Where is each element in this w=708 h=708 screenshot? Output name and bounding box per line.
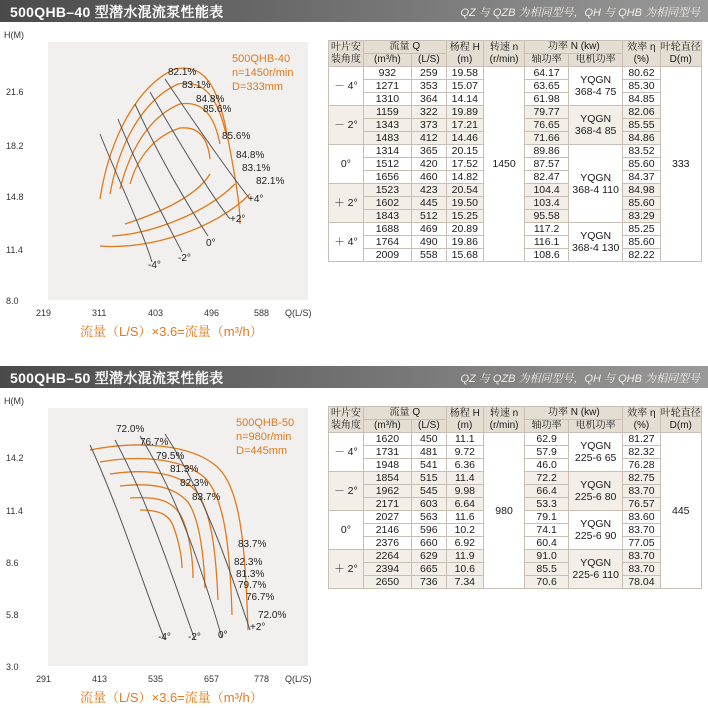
pump-section-2 bbox=[0, 366, 708, 708]
flow-m3h-cell: 2171 bbox=[363, 498, 411, 511]
shaft-power-cell: 89.86 bbox=[525, 145, 569, 158]
table-body bbox=[329, 67, 702, 262]
head-cell: 11.1 bbox=[446, 433, 483, 446]
flow-ls-cell: 445 bbox=[411, 197, 446, 210]
performance-chart bbox=[0, 390, 325, 708]
diameter-cell: 333 bbox=[660, 67, 702, 262]
y-tick: 8.0 bbox=[6, 296, 19, 306]
shaft-power-cell: 76.65 bbox=[525, 119, 569, 132]
head-cell: 14.14 bbox=[446, 93, 483, 106]
spec-table bbox=[328, 406, 702, 589]
x-tick: 778 bbox=[254, 674, 270, 684]
shaft-power-cell: 117.2 bbox=[525, 223, 569, 236]
angle-label: +4° bbox=[248, 194, 264, 205]
flow-ls-cell: 259 bbox=[411, 67, 446, 80]
eff-label: 83.7% bbox=[238, 539, 267, 550]
angle-cell: 0° bbox=[329, 145, 364, 184]
spec-table bbox=[328, 40, 702, 262]
x-tick: 496 bbox=[204, 308, 220, 318]
eff-label: 83.1% bbox=[242, 163, 271, 174]
angle-label: +2° bbox=[250, 622, 266, 633]
diameter-label: D=445mm bbox=[236, 445, 288, 457]
efficiency-cell: 85.60 bbox=[623, 236, 660, 249]
shaft-power-cell: 53.3 bbox=[525, 498, 569, 511]
efficiency-cell: 83.70 bbox=[623, 485, 660, 498]
efficiency-cell: 83.52 bbox=[623, 145, 660, 158]
diameter-cell: 445 bbox=[660, 433, 702, 589]
motor-power-cell: YQGN 225-6 80 bbox=[568, 472, 623, 511]
efficiency-cell: 82.06 bbox=[623, 106, 660, 119]
flow-ls-cell: 629 bbox=[411, 550, 446, 563]
efficiency-cell: 77.05 bbox=[623, 537, 660, 550]
col-shaft: 轴功率 bbox=[525, 54, 569, 67]
eff-label: 83.1% bbox=[182, 80, 211, 91]
head-cell: 10.6 bbox=[446, 563, 483, 576]
angle-cell: － 2° bbox=[329, 472, 364, 511]
angle-cell: ＋ 2° bbox=[329, 184, 364, 223]
flow-m3h-cell: 1314 bbox=[363, 145, 411, 158]
flow-conversion-caption: 流量（L/S）×3.6=流量（m³/h） bbox=[80, 324, 263, 339]
col-flow-ls: (L/S) bbox=[411, 420, 446, 433]
shaft-power-cell: 70.6 bbox=[525, 576, 569, 589]
flow-ls-cell: 512 bbox=[411, 210, 446, 223]
eff-label: 79.5% bbox=[156, 451, 185, 462]
flow-ls-cell: 481 bbox=[411, 446, 446, 459]
col-flow: 流量 Q bbox=[363, 41, 446, 54]
shaft-power-cell: 108.6 bbox=[525, 249, 569, 262]
motor-power-cell: YQGN 225-6 90 bbox=[568, 511, 623, 550]
eff-label: 76.7% bbox=[140, 437, 169, 448]
col-speed: 转速 n (r/min) bbox=[483, 41, 524, 67]
flow-m3h-cell: 1602 bbox=[363, 197, 411, 210]
table-row bbox=[329, 67, 702, 80]
angle-cell: － 4° bbox=[329, 433, 364, 472]
efficiency-cell: 80.62 bbox=[623, 67, 660, 80]
head-cell: 6.64 bbox=[446, 498, 483, 511]
shaft-power-cell: 103.4 bbox=[525, 197, 569, 210]
flow-m3h-cell: 1948 bbox=[363, 459, 411, 472]
x-tick: 657 bbox=[204, 674, 220, 684]
y-tick: 18.2 bbox=[6, 141, 24, 151]
eff-label: 72.0% bbox=[116, 424, 145, 435]
angle-label: -2° bbox=[178, 253, 191, 264]
y-axis-label: H(M) bbox=[4, 396, 24, 406]
motor-power-cell: YQGN 368-4 130 bbox=[568, 223, 623, 262]
efficiency-cell: 83.70 bbox=[623, 563, 660, 576]
head-cell: 20.15 bbox=[446, 145, 483, 158]
col-flow-m3h: (m³/h) bbox=[363, 54, 411, 67]
angle-cell: ＋ 2° bbox=[329, 550, 364, 589]
eff-label: 81.3% bbox=[236, 569, 265, 580]
y-tick: 21.6 bbox=[6, 87, 24, 97]
eff-label: 85.6% bbox=[222, 131, 251, 142]
chart-info bbox=[236, 417, 294, 457]
shaft-power-cell: 74.1 bbox=[525, 524, 569, 537]
flow-ls-cell: 420 bbox=[411, 158, 446, 171]
speed-cell: 980 bbox=[483, 433, 524, 589]
efficiency-cell: 81.27 bbox=[623, 433, 660, 446]
x-tick: 413 bbox=[92, 674, 108, 684]
pump-section-1 bbox=[0, 0, 708, 350]
x-tick: 403 bbox=[148, 308, 164, 318]
flow-ls-cell: 412 bbox=[411, 132, 446, 145]
col-speed: 转速 n (r/min) bbox=[483, 407, 524, 433]
flow-ls-cell: 596 bbox=[411, 524, 446, 537]
flow-ls-cell: 541 bbox=[411, 459, 446, 472]
x-tick: 311 bbox=[92, 308, 107, 318]
shaft-power-cell: 63.65 bbox=[525, 80, 569, 93]
shaft-power-cell: 71.66 bbox=[525, 132, 569, 145]
flow-m3h-cell: 1271 bbox=[363, 80, 411, 93]
flow-m3h-cell: 1523 bbox=[363, 184, 411, 197]
motor-power-cell: YQGN 368-4 75 bbox=[568, 67, 623, 106]
head-cell: 11.4 bbox=[446, 472, 483, 485]
angle-cell: ＋ 4° bbox=[329, 223, 364, 262]
shaft-power-cell: 91.0 bbox=[525, 550, 569, 563]
head-cell: 9.98 bbox=[446, 485, 483, 498]
motor-power-cell: YQGN 368-4 85 bbox=[568, 106, 623, 145]
eff-label: 84.8% bbox=[196, 94, 225, 105]
y-tick: 14.8 bbox=[6, 192, 24, 202]
flow-m3h-cell: 1343 bbox=[363, 119, 411, 132]
head-cell: 19.58 bbox=[446, 67, 483, 80]
efficiency-cell: 78.04 bbox=[623, 576, 660, 589]
flow-m3h-cell: 2376 bbox=[363, 537, 411, 550]
x-axis-label: Q(L/S) bbox=[285, 308, 312, 318]
col-head: 杨程 H (m) bbox=[446, 407, 483, 433]
y-tick: 8.6 bbox=[6, 558, 19, 568]
flow-ls-cell: 322 bbox=[411, 106, 446, 119]
efficiency-cell: 85.25 bbox=[623, 223, 660, 236]
shaft-power-cell: 104.4 bbox=[525, 184, 569, 197]
head-cell: 14.46 bbox=[446, 132, 483, 145]
speed-label: n=980r/min bbox=[236, 431, 292, 443]
eff-label: 82.3% bbox=[234, 557, 263, 568]
col-head: 杨程 H (m) bbox=[446, 41, 483, 67]
flow-ls-cell: 545 bbox=[411, 485, 446, 498]
head-cell: 20.54 bbox=[446, 184, 483, 197]
flow-ls-cell: 665 bbox=[411, 563, 446, 576]
efficiency-cell: 82.75 bbox=[623, 472, 660, 485]
col-flow: 流量 Q bbox=[363, 407, 446, 420]
flow-ls-cell: 423 bbox=[411, 184, 446, 197]
head-cell: 6.36 bbox=[446, 459, 483, 472]
flow-m3h-cell: 2027 bbox=[363, 511, 411, 524]
flow-m3h-cell: 2146 bbox=[363, 524, 411, 537]
y-tick: 11.4 bbox=[6, 506, 23, 516]
flow-m3h-cell: 2394 bbox=[363, 563, 411, 576]
eff-label: 72.0% bbox=[258, 610, 287, 621]
shaft-power-cell: 95.58 bbox=[525, 210, 569, 223]
eff-label: 84.8% bbox=[236, 150, 265, 161]
head-cell: 6.92 bbox=[446, 537, 483, 550]
shaft-power-cell: 61.98 bbox=[525, 93, 569, 106]
eff-label: 83.7% bbox=[192, 492, 221, 503]
efficiency-cell: 82.32 bbox=[623, 446, 660, 459]
y-tick: 3.0 bbox=[6, 662, 19, 672]
flow-ls-cell: 603 bbox=[411, 498, 446, 511]
flow-ls-cell: 660 bbox=[411, 537, 446, 550]
y-tick: 11.4 bbox=[6, 245, 23, 255]
shaft-power-cell: 46.0 bbox=[525, 459, 569, 472]
col-eff: 效率 η (%) bbox=[623, 41, 660, 67]
flow-ls-cell: 558 bbox=[411, 249, 446, 262]
efficiency-cell: 83.29 bbox=[623, 210, 660, 223]
efficiency-cell: 85.55 bbox=[623, 119, 660, 132]
x-tick: 219 bbox=[36, 308, 52, 318]
head-cell: 10.2 bbox=[446, 524, 483, 537]
flow-ls-cell: 353 bbox=[411, 80, 446, 93]
col-motor: 电机功率 bbox=[568, 420, 623, 433]
efficiency-cell: 84.86 bbox=[623, 132, 660, 145]
shaft-power-cell: 57.9 bbox=[525, 446, 569, 459]
x-tick: 291 bbox=[36, 674, 52, 684]
flow-ls-cell: 563 bbox=[411, 511, 446, 524]
flow-m3h-cell: 1483 bbox=[363, 132, 411, 145]
efficiency-cell: 76.57 bbox=[623, 498, 660, 511]
head-cell: 17.52 bbox=[446, 158, 483, 171]
efficiency-cell: 85.30 bbox=[623, 80, 660, 93]
shaft-power-cell: 87.57 bbox=[525, 158, 569, 171]
col-angle: 叶片安装角度 bbox=[329, 407, 364, 433]
efficiency-cell: 84.85 bbox=[623, 93, 660, 106]
flow-m3h-cell: 1159 bbox=[363, 106, 411, 119]
y-tick: 5.8 bbox=[6, 610, 19, 620]
eff-label: 82.1% bbox=[256, 176, 285, 187]
flow-m3h-cell: 1843 bbox=[363, 210, 411, 223]
x-tick: 588 bbox=[254, 308, 270, 318]
head-cell: 20.89 bbox=[446, 223, 483, 236]
angle-label: -4° bbox=[158, 632, 171, 643]
section-note: QZ 与 QZB 为相同型号，QH 与 QHB 为相同型号 bbox=[460, 7, 700, 19]
flow-ls-cell: 515 bbox=[411, 472, 446, 485]
eff-label: 81.3% bbox=[170, 464, 199, 475]
section-note: QZ 与 QZB 为相同型号，QH 与 QHB 为相同型号 bbox=[460, 373, 700, 385]
col-dia: 叶轮直径 D(m) bbox=[660, 407, 701, 431]
efficiency-cell: 83.70 bbox=[623, 550, 660, 563]
performance-chart bbox=[0, 24, 325, 344]
col-flow-ls: (L/S) bbox=[411, 54, 446, 67]
flow-m3h-cell: 1656 bbox=[363, 171, 411, 184]
shaft-power-cell: 62.9 bbox=[525, 433, 569, 446]
flow-m3h-cell: 1512 bbox=[363, 158, 411, 171]
table-body bbox=[329, 433, 702, 589]
flow-m3h-cell: 2650 bbox=[363, 576, 411, 589]
diameter-label: D=333mm bbox=[232, 81, 284, 93]
flow-m3h-cell: 1620 bbox=[363, 433, 411, 446]
shaft-power-cell: 60.4 bbox=[525, 537, 569, 550]
angle-cell: 0° bbox=[329, 511, 364, 550]
flow-m3h-cell: 1962 bbox=[363, 485, 411, 498]
flow-m3h-cell: 1764 bbox=[363, 236, 411, 249]
section-header bbox=[0, 0, 708, 22]
y-axis-label: H(M) bbox=[4, 30, 24, 40]
col-eff: 效率 η (%) bbox=[623, 407, 660, 433]
head-cell: 15.68 bbox=[446, 249, 483, 262]
efficiency-cell: 83.70 bbox=[623, 524, 660, 537]
flow-m3h-cell: 2264 bbox=[363, 550, 411, 563]
angle-label: 0° bbox=[218, 630, 228, 641]
x-axis-label: Q(L/S) bbox=[285, 674, 312, 684]
head-cell: 15.07 bbox=[446, 80, 483, 93]
flow-ls-cell: 365 bbox=[411, 145, 446, 158]
head-cell: 11.6 bbox=[446, 511, 483, 524]
angle-label: 0° bbox=[206, 238, 216, 249]
col-shaft: 轴功率 bbox=[525, 420, 569, 433]
head-cell: 7.34 bbox=[446, 576, 483, 589]
col-motor: 电机功率 bbox=[568, 54, 623, 67]
col-dia: 叶轮直径 D(m) bbox=[660, 41, 701, 65]
efficiency-cell: 85.60 bbox=[623, 158, 660, 171]
efficiency-cell: 76.28 bbox=[623, 459, 660, 472]
motor-power-cell: YQGN 368-4 110 bbox=[568, 145, 623, 223]
col-flow-m3h: (m³/h) bbox=[363, 420, 411, 433]
eff-label: 79.7% bbox=[238, 580, 267, 591]
head-cell: 15.25 bbox=[446, 210, 483, 223]
flow-m3h-cell: 1310 bbox=[363, 93, 411, 106]
efficiency-cell: 82.22 bbox=[623, 249, 660, 262]
flow-ls-cell: 364 bbox=[411, 93, 446, 106]
flow-ls-cell: 373 bbox=[411, 119, 446, 132]
head-cell: 9.72 bbox=[446, 446, 483, 459]
shaft-power-cell: 82.47 bbox=[525, 171, 569, 184]
x-tick: 535 bbox=[148, 674, 164, 684]
eff-label: 76.7% bbox=[246, 592, 275, 603]
col-power: 功率 N (kw) bbox=[525, 407, 623, 420]
angle-cell: － 2° bbox=[329, 106, 364, 145]
flow-ls-cell: 490 bbox=[411, 236, 446, 249]
angle-label: -4° bbox=[148, 260, 161, 271]
shaft-power-cell: 72.2 bbox=[525, 472, 569, 485]
efficiency-cell: 83.60 bbox=[623, 511, 660, 524]
motor-power-cell: YQGN 225-6 65 bbox=[568, 433, 623, 472]
head-cell: 19.89 bbox=[446, 106, 483, 119]
flow-m3h-cell: 932 bbox=[363, 67, 411, 80]
head-cell: 11.9 bbox=[446, 550, 483, 563]
col-power: 功率 N (kw) bbox=[525, 41, 623, 54]
shaft-power-cell: 79.77 bbox=[525, 106, 569, 119]
section-title: 500QHB–50 型潜水混流泵性能表 bbox=[10, 370, 224, 386]
angle-label: +2° bbox=[230, 214, 246, 225]
head-cell: 19.50 bbox=[446, 197, 483, 210]
head-cell: 19.86 bbox=[446, 236, 483, 249]
angle-cell: － 4° bbox=[329, 67, 364, 106]
section-title: 500QHB–40 型潜水混流泵性能表 bbox=[10, 4, 224, 20]
speed-label: n=1450r/min bbox=[232, 67, 294, 79]
efficiency-cell: 85.60 bbox=[623, 197, 660, 210]
model-label: 500QHB-40 bbox=[232, 53, 291, 65]
flow-ls-cell: 469 bbox=[411, 223, 446, 236]
shaft-power-cell: 66.4 bbox=[525, 485, 569, 498]
shaft-power-cell: 85.5 bbox=[525, 563, 569, 576]
col-angle: 叶片安装角度 bbox=[329, 41, 364, 67]
efficiency-cell: 84.98 bbox=[623, 184, 660, 197]
head-cell: 14.82 bbox=[446, 171, 483, 184]
speed-cell: 1450 bbox=[483, 67, 524, 262]
flow-ls-cell: 736 bbox=[411, 576, 446, 589]
model-label: 500QHB-50 bbox=[236, 417, 295, 429]
angle-label: -2° bbox=[188, 632, 201, 643]
shaft-power-cell: 64.17 bbox=[525, 67, 569, 80]
flow-m3h-cell: 1854 bbox=[363, 472, 411, 485]
efficiency-cell: 84.37 bbox=[623, 171, 660, 184]
motor-power-cell: YQGN 225-6 110 bbox=[568, 550, 623, 589]
flow-ls-cell: 450 bbox=[411, 433, 446, 446]
shaft-power-cell: 79.1 bbox=[525, 511, 569, 524]
table-row bbox=[329, 433, 702, 446]
flow-m3h-cell: 1688 bbox=[363, 223, 411, 236]
flow-m3h-cell: 2009 bbox=[363, 249, 411, 262]
flow-conversion-caption: 流量（L/S）×3.6=流量（m³/h） bbox=[80, 690, 263, 705]
section-header bbox=[0, 366, 708, 388]
flow-ls-cell: 460 bbox=[411, 171, 446, 184]
eff-label: 82.1% bbox=[168, 67, 197, 78]
flow-m3h-cell: 1731 bbox=[363, 446, 411, 459]
eff-label: 85.6% bbox=[203, 104, 232, 115]
shaft-power-cell: 116.1 bbox=[525, 236, 569, 249]
head-cell: 17.21 bbox=[446, 119, 483, 132]
eff-label: 82.3% bbox=[180, 478, 209, 489]
y-tick: 14.2 bbox=[6, 453, 24, 463]
